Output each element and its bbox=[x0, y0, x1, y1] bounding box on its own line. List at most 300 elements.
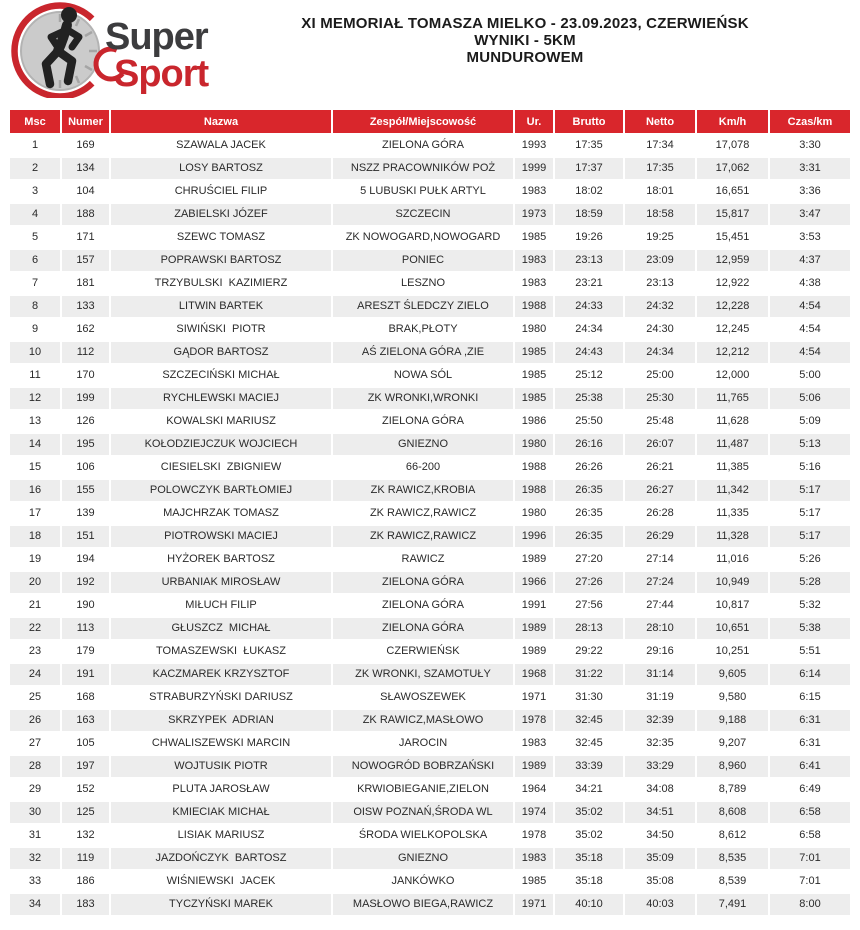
cell-numer: 195 bbox=[62, 434, 109, 455]
table-row bbox=[10, 687, 850, 708]
cell-nazwa: LITWIN BARTEK bbox=[111, 296, 331, 317]
cell-netto: 31:14 bbox=[625, 664, 695, 685]
cell-netto: 17:34 bbox=[625, 135, 695, 156]
cell-numer: 188 bbox=[62, 204, 109, 225]
cell-ur: 1985 bbox=[515, 227, 553, 248]
cell-msc: 15 bbox=[10, 457, 60, 478]
cell-czas-km: 3:31 bbox=[770, 158, 850, 179]
table-row bbox=[10, 871, 850, 892]
cell-numer: 183 bbox=[62, 894, 109, 915]
cell-nazwa: WIŚNIEWSKI JACEK bbox=[111, 871, 331, 892]
cell-zespol-miejscowosc: CZERWIEŃSK bbox=[333, 641, 513, 662]
cell-czas-km: 3:36 bbox=[770, 181, 850, 202]
cell-nazwa: LOSY BARTOSZ bbox=[111, 158, 331, 179]
table-row bbox=[10, 733, 850, 754]
cell-ur: 1983 bbox=[515, 848, 553, 869]
cell-czas-km: 6:58 bbox=[770, 802, 850, 823]
cell-netto: 32:35 bbox=[625, 733, 695, 754]
column-header-msc: Msc bbox=[10, 110, 60, 133]
cell-zespol-miejscowosc: NOWA SÓL bbox=[333, 365, 513, 386]
cell-nazwa: PIOTROWSKI MACIEJ bbox=[111, 526, 331, 547]
cell-zespol-miejscowosc: KRWIOBIEGANIE,ZIELON bbox=[333, 779, 513, 800]
cell-kmh: 8,539 bbox=[697, 871, 768, 892]
cell-ur: 1985 bbox=[515, 365, 553, 386]
cell-numer: 106 bbox=[62, 457, 109, 478]
cell-zespol-miejscowosc: OISW POZNAŃ,ŚRODA WL bbox=[333, 802, 513, 823]
column-header-kmh: Km/h bbox=[697, 110, 768, 133]
cell-nazwa: SIWIŃSKI PIOTR bbox=[111, 319, 331, 340]
cell-brutto: 34:21 bbox=[555, 779, 623, 800]
cell-nazwa: KMIECIAK MICHAŁ bbox=[111, 802, 331, 823]
cell-ur: 1988 bbox=[515, 480, 553, 501]
cell-ur: 1973 bbox=[515, 204, 553, 225]
cell-numer: 181 bbox=[62, 273, 109, 294]
cell-netto: 25:30 bbox=[625, 388, 695, 409]
cell-brutto: 25:12 bbox=[555, 365, 623, 386]
cell-numer: 199 bbox=[62, 388, 109, 409]
cell-czas-km: 4:37 bbox=[770, 250, 850, 271]
cell-nazwa: RYCHLEWSKI MACIEJ bbox=[111, 388, 331, 409]
cell-ur: 1996 bbox=[515, 526, 553, 547]
cell-msc: 13 bbox=[10, 411, 60, 432]
table-row bbox=[10, 779, 850, 800]
cell-numer: 134 bbox=[62, 158, 109, 179]
cell-brutto: 27:56 bbox=[555, 595, 623, 616]
cell-netto: 34:51 bbox=[625, 802, 695, 823]
column-header-row bbox=[10, 110, 850, 133]
cell-czas-km: 6:15 bbox=[770, 687, 850, 708]
cell-numer: 191 bbox=[62, 664, 109, 685]
cell-zespol-miejscowosc: ZK RAWICZ,KROBIA bbox=[333, 480, 513, 501]
cell-zespol-miejscowosc: ARESZT ŚLEDCZY ZIELO bbox=[333, 296, 513, 317]
cell-czas-km: 5:17 bbox=[770, 480, 850, 501]
table-row bbox=[10, 204, 850, 225]
cell-msc: 19 bbox=[10, 549, 60, 570]
cell-kmh: 8,535 bbox=[697, 848, 768, 869]
cell-ur: 1989 bbox=[515, 618, 553, 639]
cell-czas-km: 5:06 bbox=[770, 388, 850, 409]
cell-kmh: 11,016 bbox=[697, 549, 768, 570]
cell-brutto: 32:45 bbox=[555, 710, 623, 731]
cell-netto: 26:21 bbox=[625, 457, 695, 478]
cell-nazwa: CIESIELSKI ZBIGNIEW bbox=[111, 457, 331, 478]
cell-nazwa: URBANIAK MIROSŁAW bbox=[111, 572, 331, 593]
cell-ur: 1999 bbox=[515, 158, 553, 179]
cell-kmh: 11,765 bbox=[697, 388, 768, 409]
table-row bbox=[10, 825, 850, 846]
cell-netto: 25:48 bbox=[625, 411, 695, 432]
cell-ur: 1980 bbox=[515, 503, 553, 524]
cell-netto: 17:35 bbox=[625, 158, 695, 179]
column-header-zespol-miejscowosc: Zespół/Miejscowość bbox=[333, 110, 513, 133]
cell-brutto: 26:16 bbox=[555, 434, 623, 455]
cell-netto: 35:09 bbox=[625, 848, 695, 869]
cell-zespol-miejscowosc: ZIELONA GÓRA bbox=[333, 572, 513, 593]
cell-brutto: 24:34 bbox=[555, 319, 623, 340]
cell-brutto: 33:39 bbox=[555, 756, 623, 777]
cell-brutto: 26:35 bbox=[555, 526, 623, 547]
cell-nazwa: SKRZYPEK ADRIAN bbox=[111, 710, 331, 731]
cell-netto: 27:14 bbox=[625, 549, 695, 570]
cell-nazwa: JAZDOŃCZYK BARTOSZ bbox=[111, 848, 331, 869]
cell-ur: 1993 bbox=[515, 135, 553, 156]
cell-msc: 6 bbox=[10, 250, 60, 271]
table-row bbox=[10, 756, 850, 777]
cell-nazwa: KOWALSKI MARIUSZ bbox=[111, 411, 331, 432]
cell-msc: 5 bbox=[10, 227, 60, 248]
cell-msc: 4 bbox=[10, 204, 60, 225]
cell-kmh: 12,212 bbox=[697, 342, 768, 363]
cell-brutto: 35:02 bbox=[555, 802, 623, 823]
cell-nazwa: GŁUSZCZ MICHAŁ bbox=[111, 618, 331, 639]
cell-nazwa: POLOWCZYK BARTŁOMIEJ bbox=[111, 480, 331, 501]
cell-kmh: 11,342 bbox=[697, 480, 768, 501]
cell-msc: 9 bbox=[10, 319, 60, 340]
cell-czas-km: 7:01 bbox=[770, 871, 850, 892]
cell-numer: 126 bbox=[62, 411, 109, 432]
cell-brutto: 28:13 bbox=[555, 618, 623, 639]
cell-zespol-miejscowosc: ZIELONA GÓRA bbox=[333, 411, 513, 432]
table-row bbox=[10, 664, 850, 685]
table-row bbox=[10, 158, 850, 179]
cell-msc: 33 bbox=[10, 871, 60, 892]
column-header-numer: Numer bbox=[62, 110, 109, 133]
cell-msc: 14 bbox=[10, 434, 60, 455]
page-header bbox=[0, 0, 860, 108]
cell-czas-km: 4:38 bbox=[770, 273, 850, 294]
cell-msc: 18 bbox=[10, 526, 60, 547]
cell-nazwa: STRABURZYŃSKI DARIUSZ bbox=[111, 687, 331, 708]
cell-brutto: 31:22 bbox=[555, 664, 623, 685]
table-row bbox=[10, 411, 850, 432]
cell-zespol-miejscowosc: ŚRODA WIELKOPOLSKA bbox=[333, 825, 513, 846]
cell-zespol-miejscowosc: MASŁOWO BIEGA,RAWICZ bbox=[333, 894, 513, 915]
cell-kmh: 15,817 bbox=[697, 204, 768, 225]
cell-kmh: 11,328 bbox=[697, 526, 768, 547]
cell-ur: 1964 bbox=[515, 779, 553, 800]
cell-numer: 168 bbox=[62, 687, 109, 708]
cell-msc: 2 bbox=[10, 158, 60, 179]
cell-numer: 133 bbox=[62, 296, 109, 317]
cell-msc: 12 bbox=[10, 388, 60, 409]
cell-kmh: 8,608 bbox=[697, 802, 768, 823]
cell-ur: 1968 bbox=[515, 664, 553, 685]
cell-zespol-miejscowosc: ZK WRONKI, SZAMOTUŁY bbox=[333, 664, 513, 685]
cell-netto: 34:50 bbox=[625, 825, 695, 846]
cell-numer: 171 bbox=[62, 227, 109, 248]
cell-brutto: 26:35 bbox=[555, 480, 623, 501]
cell-msc: 24 bbox=[10, 664, 60, 685]
cell-czas-km: 5:17 bbox=[770, 503, 850, 524]
cell-ur: 1988 bbox=[515, 296, 553, 317]
table-row bbox=[10, 549, 850, 570]
cell-czas-km: 5:26 bbox=[770, 549, 850, 570]
column-header-ur: Ur. bbox=[515, 110, 553, 133]
cell-msc: 17 bbox=[10, 503, 60, 524]
cell-czas-km: 5:13 bbox=[770, 434, 850, 455]
event-title-line1: XI MEMORIAŁ TOMASZA MIELKO - 23.09.2023, CZERWIEŃSK bbox=[301, 15, 749, 32]
cell-brutto: 32:45 bbox=[555, 733, 623, 754]
cell-brutto: 31:30 bbox=[555, 687, 623, 708]
cell-numer: 155 bbox=[62, 480, 109, 501]
cell-brutto: 29:22 bbox=[555, 641, 623, 662]
cell-nazwa: KOŁODZIEJCZUK WOJCIECH bbox=[111, 434, 331, 455]
cell-czas-km: 5:00 bbox=[770, 365, 850, 386]
cell-brutto: 24:33 bbox=[555, 296, 623, 317]
cell-numer: 152 bbox=[62, 779, 109, 800]
cell-czas-km: 6:49 bbox=[770, 779, 850, 800]
cell-numer: 163 bbox=[62, 710, 109, 731]
cell-zespol-miejscowosc: ZK WRONKI,WRONKI bbox=[333, 388, 513, 409]
cell-czas-km: 6:58 bbox=[770, 825, 850, 846]
cell-nazwa: ZABIELSKI JÓZEF bbox=[111, 204, 331, 225]
cell-brutto: 27:26 bbox=[555, 572, 623, 593]
cell-ur: 1988 bbox=[515, 457, 553, 478]
cell-netto: 27:24 bbox=[625, 572, 695, 593]
table-row bbox=[10, 503, 850, 524]
cell-numer: 112 bbox=[62, 342, 109, 363]
cell-ur: 1966 bbox=[515, 572, 553, 593]
table-row bbox=[10, 710, 850, 731]
cell-ur: 1983 bbox=[515, 273, 553, 294]
cell-czas-km: 6:14 bbox=[770, 664, 850, 685]
table-row bbox=[10, 641, 850, 662]
cell-msc: 34 bbox=[10, 894, 60, 915]
cell-nazwa: SZCZECIŃSKI MICHAŁ bbox=[111, 365, 331, 386]
cell-brutto: 27:20 bbox=[555, 549, 623, 570]
cell-netto: 35:08 bbox=[625, 871, 695, 892]
cell-zespol-miejscowosc: RAWICZ bbox=[333, 549, 513, 570]
table-row bbox=[10, 342, 850, 363]
table-row bbox=[10, 365, 850, 386]
cell-nazwa: HYŻOREK BARTOSZ bbox=[111, 549, 331, 570]
cell-ur: 1989 bbox=[515, 756, 553, 777]
cell-netto: 27:44 bbox=[625, 595, 695, 616]
cell-kmh: 15,451 bbox=[697, 227, 768, 248]
cell-zespol-miejscowosc: PONIEC bbox=[333, 250, 513, 271]
cell-numer: 197 bbox=[62, 756, 109, 777]
cell-kmh: 12,000 bbox=[697, 365, 768, 386]
table-row bbox=[10, 250, 850, 271]
cell-zespol-miejscowosc: NOWOGRÓD BOBRZAŃSKI bbox=[333, 756, 513, 777]
cell-kmh: 8,789 bbox=[697, 779, 768, 800]
table-row bbox=[10, 388, 850, 409]
cell-kmh: 10,251 bbox=[697, 641, 768, 662]
cell-msc: 21 bbox=[10, 595, 60, 616]
cell-nazwa: CHRUŚCIEL FILIP bbox=[111, 181, 331, 202]
cell-zespol-miejscowosc: 5 LUBUSKI PUŁK ARTYL bbox=[333, 181, 513, 202]
cell-kmh: 9,605 bbox=[697, 664, 768, 685]
cell-kmh: 12,245 bbox=[697, 319, 768, 340]
cell-msc: 25 bbox=[10, 687, 60, 708]
cell-netto: 25:00 bbox=[625, 365, 695, 386]
cell-netto: 32:39 bbox=[625, 710, 695, 731]
cell-nazwa: CHWALISZEWSKI MARCIN bbox=[111, 733, 331, 754]
cell-nazwa: GĄDOR BARTOSZ bbox=[111, 342, 331, 363]
cell-kmh: 7,491 bbox=[697, 894, 768, 915]
cell-brutto: 23:21 bbox=[555, 273, 623, 294]
cell-kmh: 8,612 bbox=[697, 825, 768, 846]
cell-brutto: 40:10 bbox=[555, 894, 623, 915]
cell-numer: 179 bbox=[62, 641, 109, 662]
cell-netto: 29:16 bbox=[625, 641, 695, 662]
cell-zespol-miejscowosc: ZK NOWOGARD,NOWOGARD bbox=[333, 227, 513, 248]
table-row bbox=[10, 319, 850, 340]
cell-msc: 22 bbox=[10, 618, 60, 639]
table-row bbox=[10, 848, 850, 869]
table-row bbox=[10, 526, 850, 547]
cell-nazwa: MIŁUCH FILIP bbox=[111, 595, 331, 616]
cell-ur: 1978 bbox=[515, 710, 553, 731]
cell-msc: 30 bbox=[10, 802, 60, 823]
cell-kmh: 10,651 bbox=[697, 618, 768, 639]
cell-ur: 1985 bbox=[515, 342, 553, 363]
cell-netto: 19:25 bbox=[625, 227, 695, 248]
cell-nazwa: TOMASZEWSKI ŁUKASZ bbox=[111, 641, 331, 662]
cell-nazwa: TRZYBULSKI KAZIMIERZ bbox=[111, 273, 331, 294]
cell-ur: 1989 bbox=[515, 641, 553, 662]
cell-brutto: 35:02 bbox=[555, 825, 623, 846]
cell-netto: 23:09 bbox=[625, 250, 695, 271]
cell-nazwa: MAJCHRZAK TOMASZ bbox=[111, 503, 331, 524]
cell-czas-km: 4:54 bbox=[770, 319, 850, 340]
table-row bbox=[10, 618, 850, 639]
cell-czas-km: 5:16 bbox=[770, 457, 850, 478]
cell-ur: 1980 bbox=[515, 319, 553, 340]
cell-czas-km: 6:41 bbox=[770, 756, 850, 777]
column-header-netto: Netto bbox=[625, 110, 695, 133]
cell-czas-km: 4:54 bbox=[770, 342, 850, 363]
cell-czas-km: 5:17 bbox=[770, 526, 850, 547]
cell-czas-km: 5:51 bbox=[770, 641, 850, 662]
cell-msc: 29 bbox=[10, 779, 60, 800]
cell-brutto: 26:26 bbox=[555, 457, 623, 478]
supersport-logo bbox=[8, 2, 220, 98]
cell-ur: 1983 bbox=[515, 733, 553, 754]
cell-brutto: 17:35 bbox=[555, 135, 623, 156]
cell-zespol-miejscowosc: JAROCIN bbox=[333, 733, 513, 754]
cell-zespol-miejscowosc: BRAK,PŁOTY bbox=[333, 319, 513, 340]
results-table bbox=[8, 108, 852, 917]
cell-brutto: 17:37 bbox=[555, 158, 623, 179]
cell-numer: 157 bbox=[62, 250, 109, 271]
cell-brutto: 18:02 bbox=[555, 181, 623, 202]
cell-ur: 1985 bbox=[515, 871, 553, 892]
column-header-czas-km: Czas/km bbox=[770, 110, 850, 133]
event-title bbox=[190, 0, 860, 66]
cell-ur: 1989 bbox=[515, 549, 553, 570]
cell-brutto: 24:43 bbox=[555, 342, 623, 363]
cell-msc: 23 bbox=[10, 641, 60, 662]
column-header-nazwa: Nazwa bbox=[111, 110, 331, 133]
table-row bbox=[10, 480, 850, 501]
table-row bbox=[10, 595, 850, 616]
cell-numer: 186 bbox=[62, 871, 109, 892]
cell-czas-km: 5:28 bbox=[770, 572, 850, 593]
cell-numer: 119 bbox=[62, 848, 109, 869]
cell-nazwa: PLUTA JAROSŁAW bbox=[111, 779, 331, 800]
cell-brutto: 25:50 bbox=[555, 411, 623, 432]
table-row bbox=[10, 572, 850, 593]
cell-ur: 1978 bbox=[515, 825, 553, 846]
cell-zespol-miejscowosc: ZK RAWICZ,RAWICZ bbox=[333, 503, 513, 524]
cell-kmh: 11,487 bbox=[697, 434, 768, 455]
cell-zespol-miejscowosc: SŁAWOSZEWEK bbox=[333, 687, 513, 708]
cell-kmh: 17,078 bbox=[697, 135, 768, 156]
column-header-brutto: Brutto bbox=[555, 110, 623, 133]
cell-msc: 11 bbox=[10, 365, 60, 386]
cell-czas-km: 5:32 bbox=[770, 595, 850, 616]
cell-msc: 32 bbox=[10, 848, 60, 869]
cell-kmh: 16,651 bbox=[697, 181, 768, 202]
cell-numer: 104 bbox=[62, 181, 109, 202]
table-row bbox=[10, 802, 850, 823]
cell-czas-km: 3:30 bbox=[770, 135, 850, 156]
cell-ur: 1986 bbox=[515, 411, 553, 432]
cell-ur: 1971 bbox=[515, 894, 553, 915]
cell-nazwa: SZAWALA JACEK bbox=[111, 135, 331, 156]
cell-netto: 34:08 bbox=[625, 779, 695, 800]
cell-msc: 1 bbox=[10, 135, 60, 156]
cell-czas-km: 5:09 bbox=[770, 411, 850, 432]
cell-msc: 27 bbox=[10, 733, 60, 754]
cell-kmh: 9,188 bbox=[697, 710, 768, 731]
cell-ur: 1983 bbox=[515, 181, 553, 202]
cell-brutto: 18:59 bbox=[555, 204, 623, 225]
cell-nazwa: POPRAWSKI BARTOSZ bbox=[111, 250, 331, 271]
cell-nazwa: LISIAK MARIUSZ bbox=[111, 825, 331, 846]
cell-netto: 33:29 bbox=[625, 756, 695, 777]
cell-zespol-miejscowosc: AŚ ZIELONA GÓRA ,ZIE bbox=[333, 342, 513, 363]
cell-netto: 31:19 bbox=[625, 687, 695, 708]
cell-czas-km: 5:38 bbox=[770, 618, 850, 639]
cell-msc: 20 bbox=[10, 572, 60, 593]
cell-czas-km: 3:53 bbox=[770, 227, 850, 248]
cell-czas-km: 8:00 bbox=[770, 894, 850, 915]
table-row bbox=[10, 181, 850, 202]
cell-ur: 1991 bbox=[515, 595, 553, 616]
cell-zespol-miejscowosc: ZK RAWICZ,RAWICZ bbox=[333, 526, 513, 547]
cell-numer: 192 bbox=[62, 572, 109, 593]
cell-netto: 24:32 bbox=[625, 296, 695, 317]
cell-netto: 26:27 bbox=[625, 480, 695, 501]
cell-brutto: 35:18 bbox=[555, 848, 623, 869]
cell-numer: 169 bbox=[62, 135, 109, 156]
cell-ur: 1980 bbox=[515, 434, 553, 455]
cell-msc: 8 bbox=[10, 296, 60, 317]
cell-msc: 10 bbox=[10, 342, 60, 363]
cell-msc: 31 bbox=[10, 825, 60, 846]
cell-netto: 24:30 bbox=[625, 319, 695, 340]
table-row bbox=[10, 227, 850, 248]
table-row bbox=[10, 457, 850, 478]
cell-brutto: 23:13 bbox=[555, 250, 623, 271]
cell-numer: 113 bbox=[62, 618, 109, 639]
event-title-line2: WYNIKI - 5KM bbox=[474, 32, 576, 49]
results-body bbox=[10, 135, 850, 915]
cell-brutto: 26:35 bbox=[555, 503, 623, 524]
logo-text-super: Super bbox=[105, 16, 208, 58]
cell-ur: 1971 bbox=[515, 687, 553, 708]
cell-zespol-miejscowosc: ZIELONA GÓRA bbox=[333, 135, 513, 156]
cell-kmh: 8,960 bbox=[697, 756, 768, 777]
cell-numer: 125 bbox=[62, 802, 109, 823]
cell-brutto: 19:26 bbox=[555, 227, 623, 248]
cell-czas-km: 4:54 bbox=[770, 296, 850, 317]
cell-brutto: 25:38 bbox=[555, 388, 623, 409]
cell-zespol-miejscowosc: ZIELONA GÓRA bbox=[333, 595, 513, 616]
cell-kmh: 9,580 bbox=[697, 687, 768, 708]
